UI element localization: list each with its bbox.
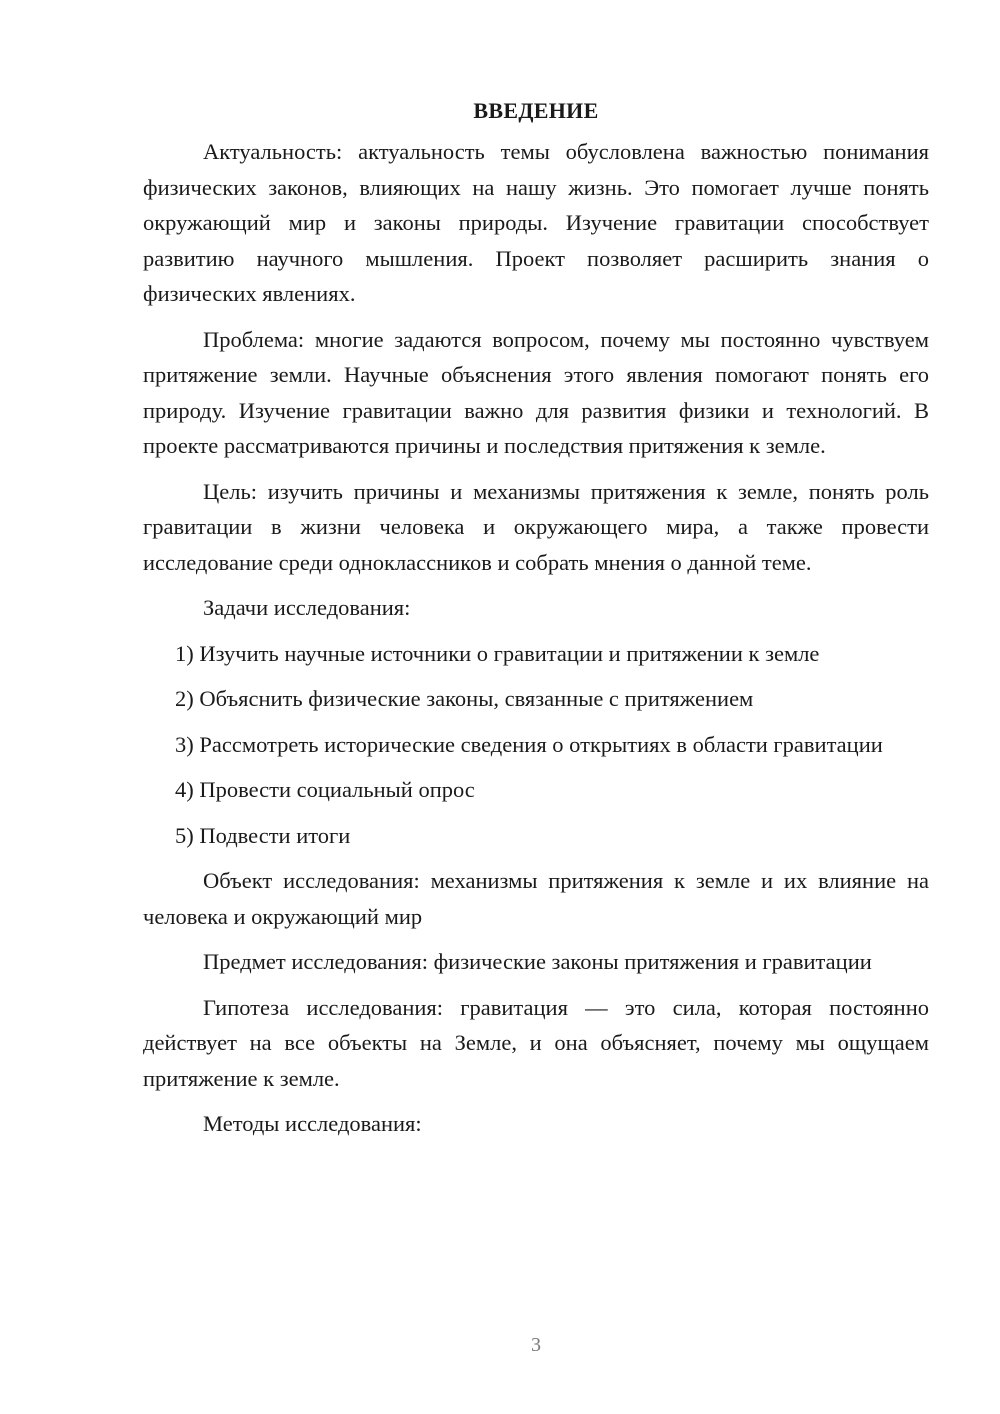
task-item-4: 4) Провести социальный опрос (175, 777, 475, 802)
paragraph-relevance: Актуальность: актуальность темы обусловлена важностью понимания физических законов, влияющих на нашу жизнь. Это помогает лучше понять окружающий мир и законы природы. Изучение гравитации способствует развитию научного мышления. Проект позволяет расширить знания о физических явлениях. (143, 139, 929, 306)
task-item-3: 3) Рассмотреть исторические сведения о открытиях в области гравитации (175, 731, 883, 757)
document-page (143, 96, 929, 1152)
page-number: 3 (531, 1334, 541, 1356)
task-item-1: 1) Изучить научные источники о гравитации и притяжении к земле (175, 640, 820, 666)
paragraph-object: Объект исследования: механизмы притяжения к земле и их влияние на человека и окружающий мир (143, 868, 929, 929)
paragraph-methods-heading: Методы исследования: (203, 1111, 422, 1136)
paragraph-problem: Проблема: многие задаются вопросом, почему мы постоянно чувствуем притяжение земли. Научные объяснения этого явления помогают понять его природу. Изучение гравитации важно для развития физики и технологий. В проекте рассматриваются причины и последствия притяжения к земле. (143, 326, 929, 458)
paragraph-hypothesis: Гипотеза исследования: гравитация — это сила, которая постоянно действует на все объекты на Земле, и она объясняет, почему мы ощущаем притяжение к земле. (143, 994, 929, 1091)
paragraph-goal: Цель: изучить причины и механизмы притяжения к земле, понять роль гравитации в жизни человека и окружающего мира, а также провести исследование среди одноклассников и собрать мнения о данной теме. (143, 478, 929, 575)
task-item-2: 2) Объяснить физические законы, связанные с притяжением (175, 686, 754, 711)
paragraph-subject: Предмет исследования: физические законы притяжения и гравитации (203, 949, 872, 974)
task-item-5: 5) Подвести итоги (175, 822, 351, 848)
paragraph-tasks-heading: Задачи исследования: (203, 595, 411, 620)
section-title: ВВЕДЕНИЕ (473, 98, 599, 123)
